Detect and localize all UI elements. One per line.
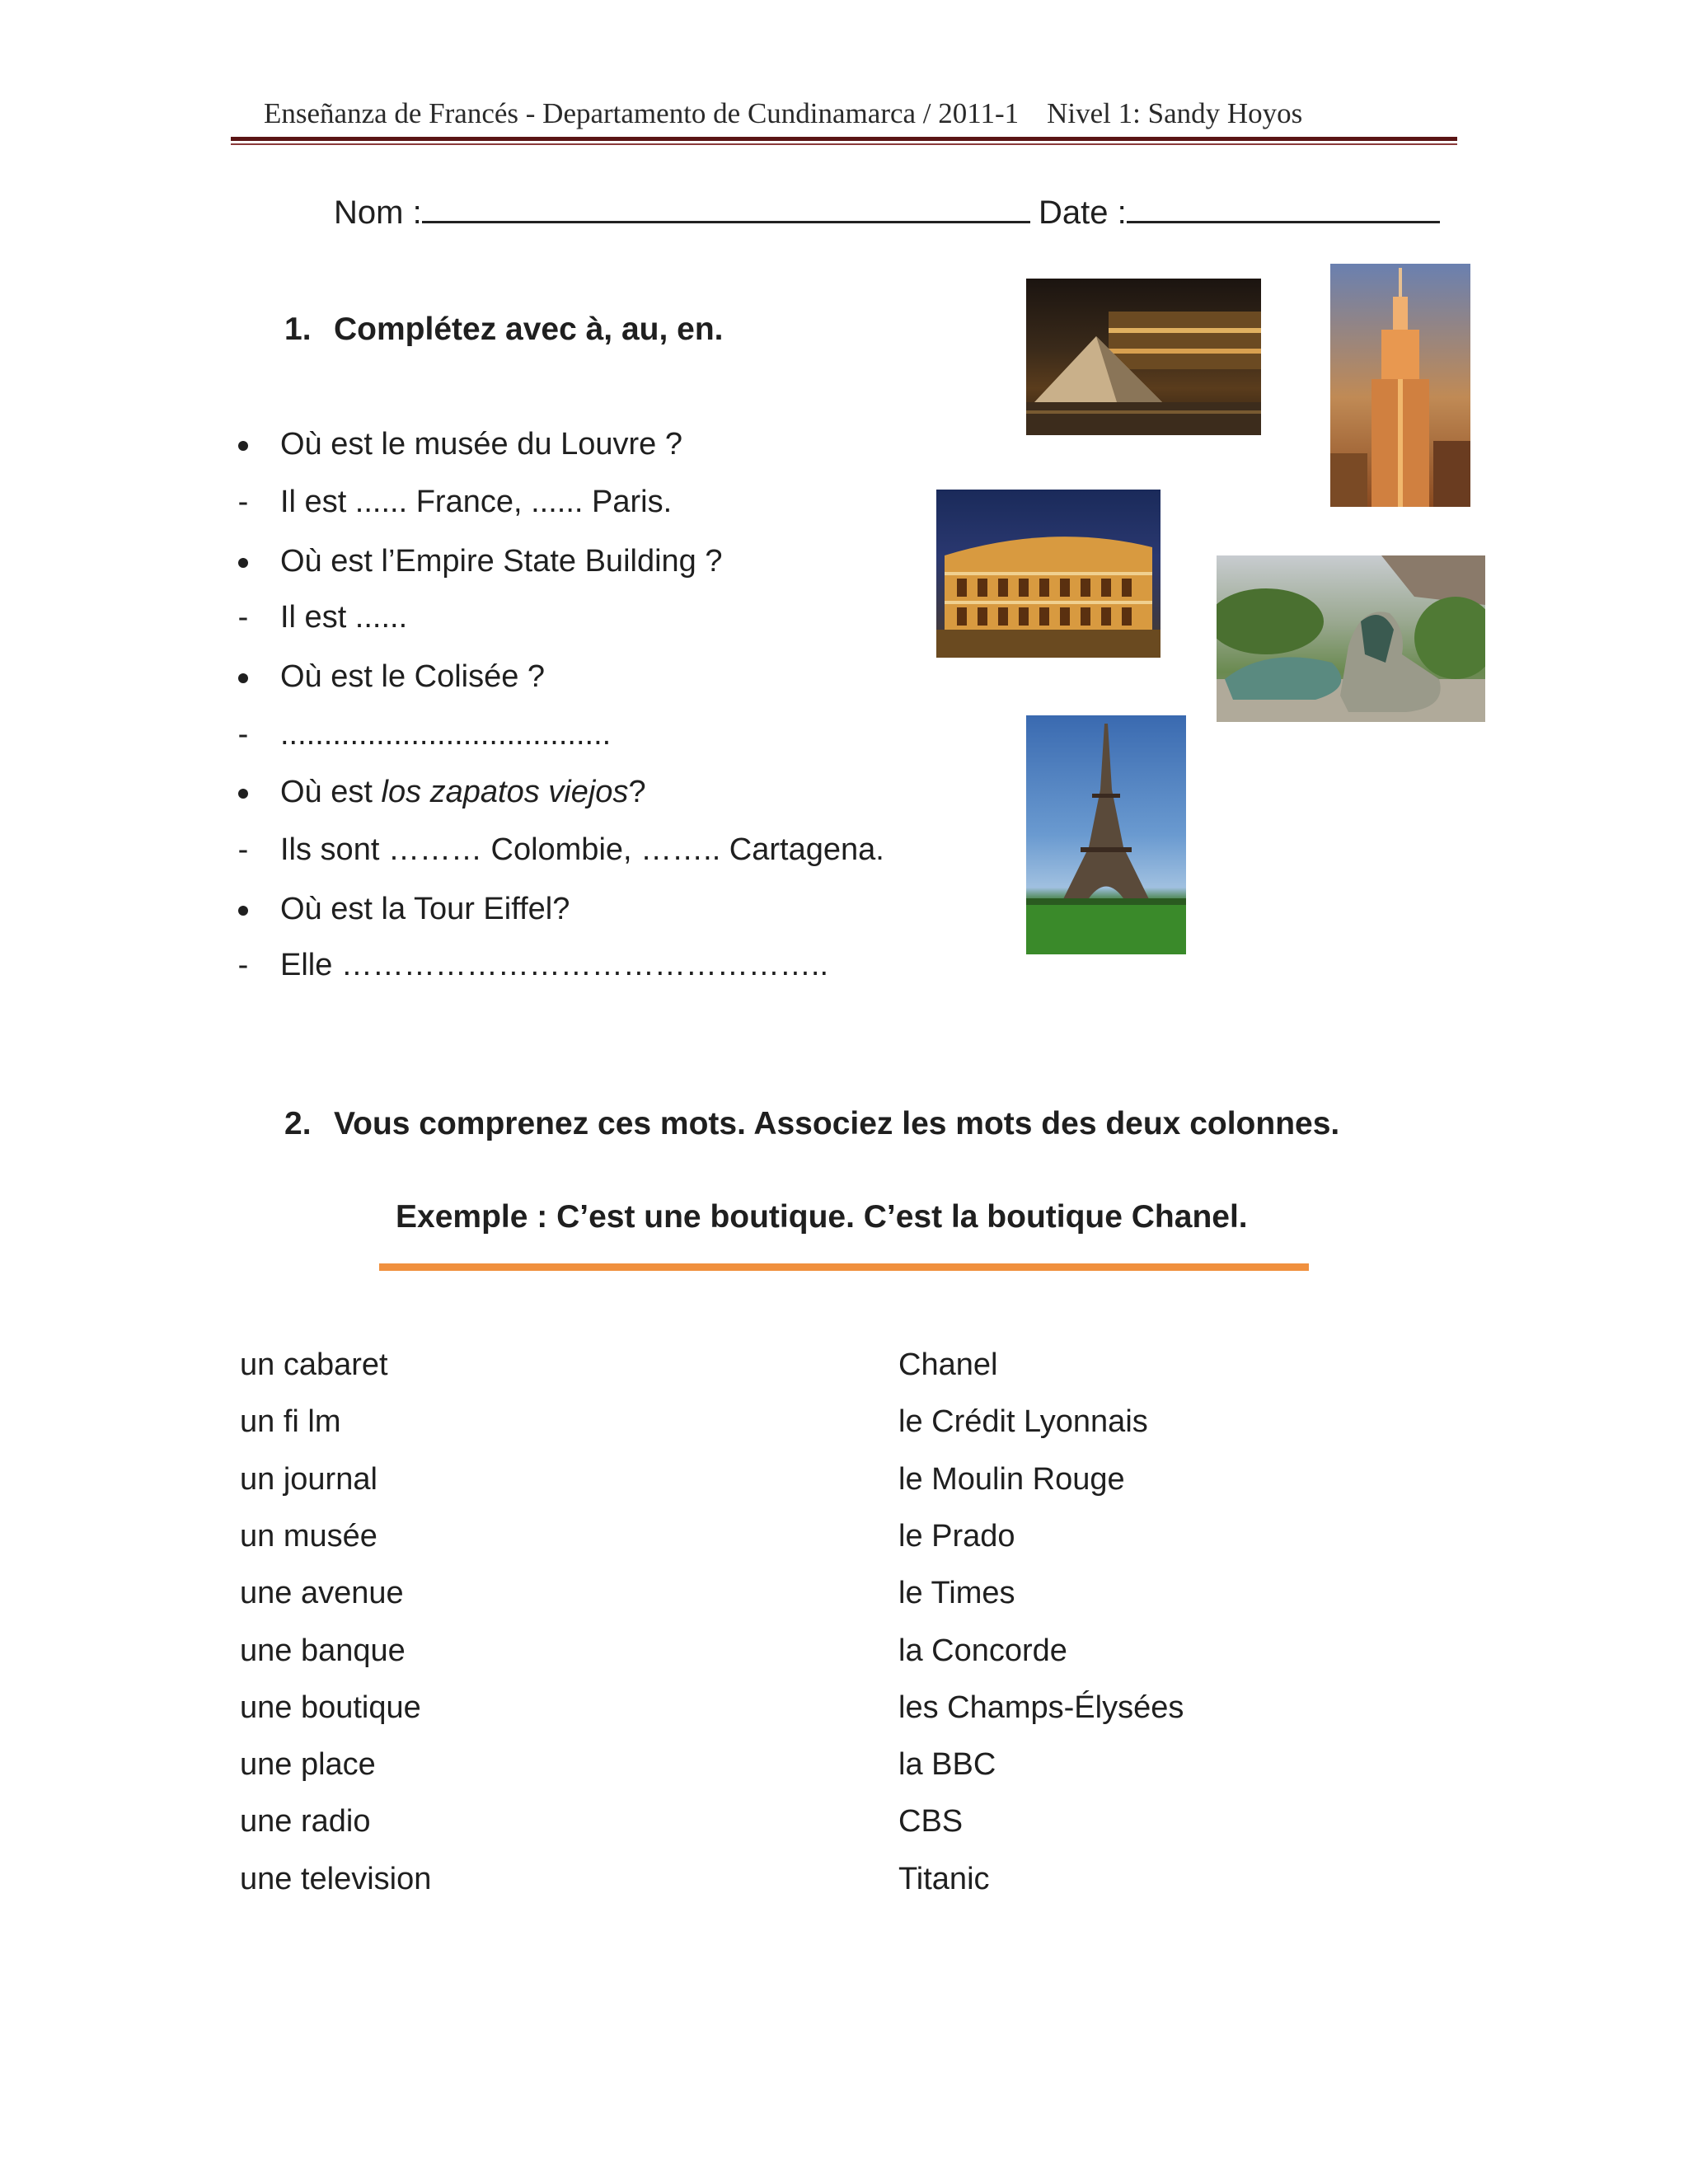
exercise-line xyxy=(280,892,570,927)
line-text: Où est le musée du Louvre ? xyxy=(280,427,682,462)
line-text: ...................................... xyxy=(280,717,612,752)
line-text: Où est xyxy=(280,775,382,809)
dash-marker: - xyxy=(237,485,249,519)
date-blank[interactable] xyxy=(1127,196,1440,223)
document-header xyxy=(264,97,1302,130)
column-item: le Crédit Lyonnais xyxy=(898,1404,1148,1440)
bullet-icon xyxy=(231,427,256,462)
column-item: le Times xyxy=(898,1576,1015,1611)
header-course: Enseñanza de Francés - Departamento de Cundinamarca / 2011-1 xyxy=(264,97,1020,129)
example-underline xyxy=(379,1263,1309,1271)
column-item: CBS xyxy=(898,1804,964,1840)
line-text: Elle ……………………………………….. xyxy=(280,948,829,982)
line-text: Ils sont ……… Colombie, …….. Cartagena. xyxy=(280,832,884,867)
column-item: une avenue xyxy=(240,1576,404,1611)
header-level: Nivel 1: Sandy Hoyos xyxy=(1047,97,1303,129)
exercise-line xyxy=(280,659,545,695)
example-sentence: Exemple : C’est une boutique. C’est la boutique Chanel. xyxy=(396,1199,1248,1235)
dash-marker: - xyxy=(237,832,249,867)
empire-state-photo xyxy=(1330,264,1470,507)
column-item: un fi lm xyxy=(240,1404,341,1440)
exercise-line xyxy=(237,717,612,752)
question-2-number: 2. xyxy=(284,1106,312,1141)
eiffel-tower-photo xyxy=(1026,715,1186,954)
bullet-icon xyxy=(231,544,256,579)
bullet-icon xyxy=(231,775,256,810)
column-item: une place xyxy=(240,1747,376,1783)
question-1-text: Complétez avec à, au, en. xyxy=(334,312,724,347)
nom-field[interactable] xyxy=(334,194,1030,232)
header-rule-thin xyxy=(231,143,1457,145)
date-field[interactable] xyxy=(1039,194,1440,232)
column-item: une boutique xyxy=(240,1690,421,1725)
exercise-line xyxy=(237,948,829,983)
date-label: Date : xyxy=(1039,194,1127,231)
column-item: le Moulin Rouge xyxy=(898,1461,1125,1497)
louvre-photo xyxy=(1026,279,1261,435)
exercise-line xyxy=(280,775,646,810)
question-1-number: 1. xyxy=(284,312,312,347)
question-2-title xyxy=(284,1106,1339,1142)
column-item: la BBC xyxy=(898,1747,996,1783)
line-text: Il est ...... xyxy=(280,600,408,635)
column-item: un cabaret xyxy=(240,1347,388,1382)
column-item: une television xyxy=(240,1861,432,1896)
line-text: Où est le Colisée ? xyxy=(280,659,546,694)
shoes-icon xyxy=(1217,555,1485,722)
line-text: Il est ...... France, ...... Paris. xyxy=(280,485,673,519)
bullet-icon xyxy=(231,659,256,695)
column-item: une radio xyxy=(240,1804,371,1840)
nom-blank[interactable] xyxy=(422,196,1030,223)
dash-marker: - xyxy=(237,600,249,635)
line-text: Où est la Tour Eiffel? xyxy=(280,892,570,926)
nom-label: Nom : xyxy=(334,194,422,231)
column-item: la Concorde xyxy=(898,1633,1067,1668)
dash-marker: - xyxy=(237,717,249,752)
line-text: Où est l’Empire State Building ? xyxy=(280,544,723,579)
column-item: Titanic xyxy=(898,1861,990,1896)
exercise-line xyxy=(237,485,673,520)
bullet-icon xyxy=(231,892,256,927)
column-item: un musée xyxy=(240,1518,377,1554)
column-item: le Prado xyxy=(898,1518,1015,1554)
dash-marker: - xyxy=(237,948,249,982)
column-item: Chanel xyxy=(898,1347,998,1382)
line-text: ? xyxy=(628,775,646,809)
exercise-line xyxy=(237,600,408,635)
column-item: les Champs-Élysées xyxy=(898,1690,1184,1725)
colosseum-photo xyxy=(936,490,1160,658)
exercise-line xyxy=(280,427,682,462)
skyscraper-icon xyxy=(1330,264,1470,507)
old-shoes-sculpture-photo xyxy=(1217,555,1485,722)
question-2-text: Vous comprenez ces mots. Associez les mots des deux colonnes. xyxy=(334,1106,1340,1141)
question-1-title xyxy=(284,312,724,348)
eiffel-tower-icon xyxy=(1026,715,1186,954)
column-item: un journal xyxy=(240,1461,377,1497)
exercise-line xyxy=(280,544,723,579)
colosseum-icon xyxy=(936,490,1160,658)
louvre-pyramid-icon xyxy=(1026,279,1261,435)
exercise-line xyxy=(237,832,884,868)
column-item: une banque xyxy=(240,1633,406,1668)
header-rule xyxy=(231,137,1457,141)
line-text-italic: los zapatos viejos xyxy=(381,775,629,809)
